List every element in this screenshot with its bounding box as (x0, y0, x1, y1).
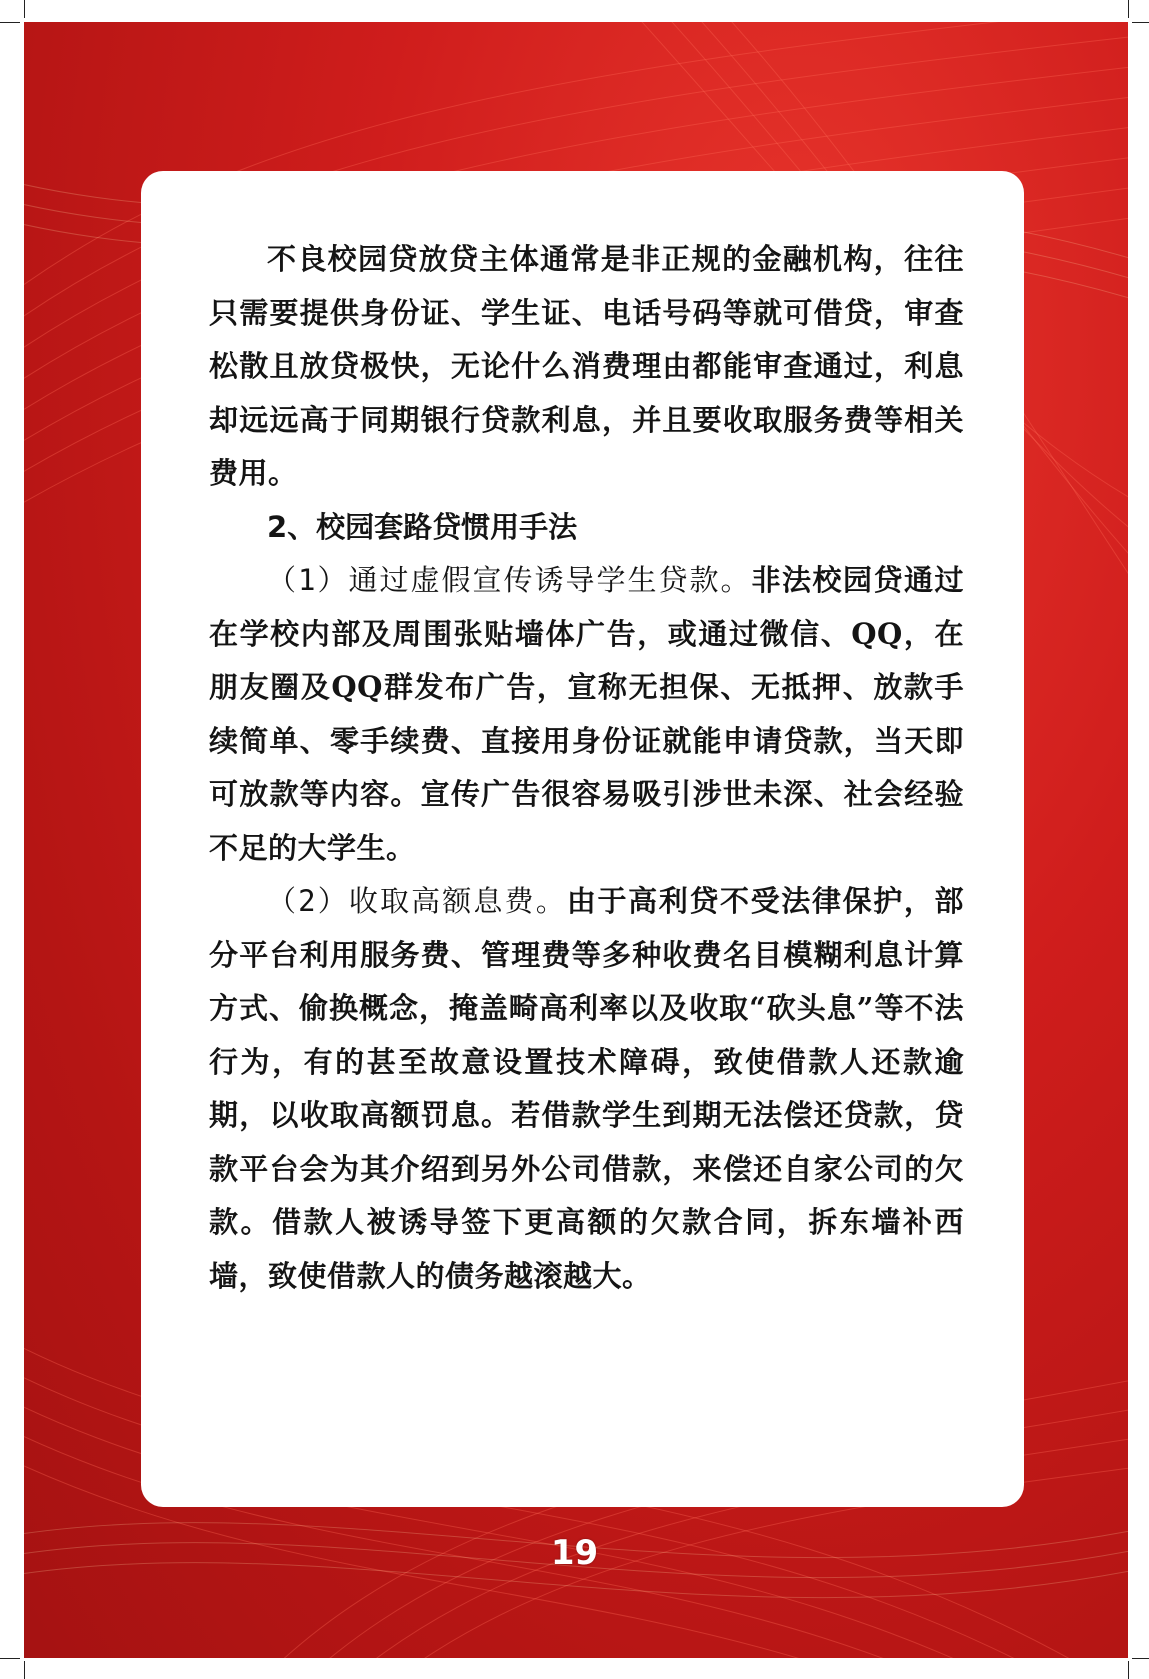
section-heading: 2、校园套路贷惯用手法 (267, 509, 578, 544)
item-1-text: 非法校园贷通过在学校内部及周围张贴墙体广告，或通过微信、QQ，在朋友圈及QQ群发布广告，宣称无担保、无抵押、放款手续简单、零手续费、直接用身份证就能申请贷款，当天即可放款等内容。宣传广告很容易吸引涉世未深、社会经验不足的大学生。 (209, 563, 964, 865)
item-2-paragraph (209, 875, 964, 1303)
crop-mark-top-left-h (0, 22, 20, 23)
crop-mark-top-left-v (24, 0, 25, 18)
crop-mark-bottom-right-h (1132, 1658, 1149, 1659)
page-number: 19 (550, 1533, 599, 1573)
crop-mark-top-right-v (1128, 0, 1129, 18)
crop-mark-top-right-h (1132, 22, 1149, 23)
crop-mark-bottom-right-v (1128, 1661, 1129, 1679)
crop-mark-bottom-left-h (0, 1658, 20, 1659)
item-2-text: 由于高利贷不受法律保护，部分平台利用服务费、管理费等多种收费名目模糊利息计算方式、偷换概念，掩盖畸高利率以及收取“砍头息”等不法行为，有的甚至故意设置技术障碍，致使借款人还款逾期，以收取高额罚息。若借款学生到期无法偿还贷款，贷款平台会为其介绍到另外公司借款，来偿还自家公司的欠款。借款人被诱导签下更高额的欠款合同，拆东墙补西墙，致使借款人的债务越滚越大。 (209, 884, 964, 1293)
crop-mark-bottom-left-v (24, 1661, 25, 1679)
item-1-lead: （1）通过虚假宣传诱导学生贷款。 (267, 563, 752, 597)
content-card (141, 171, 1024, 1507)
item-1-paragraph (209, 554, 964, 875)
item-2-lead: （2）收取高额息费。 (267, 884, 567, 918)
intro-paragraph: 不良校园贷放贷主体通常是非正规的金融机构，往往只需要提供身份证、学生证、电话号码等就可借贷，审查松散且放贷极快，无论什么消费理由都能审查通过，利息却远远高于同期银行贷款利息，并且要收取服务费等相关费用。 (209, 242, 964, 490)
